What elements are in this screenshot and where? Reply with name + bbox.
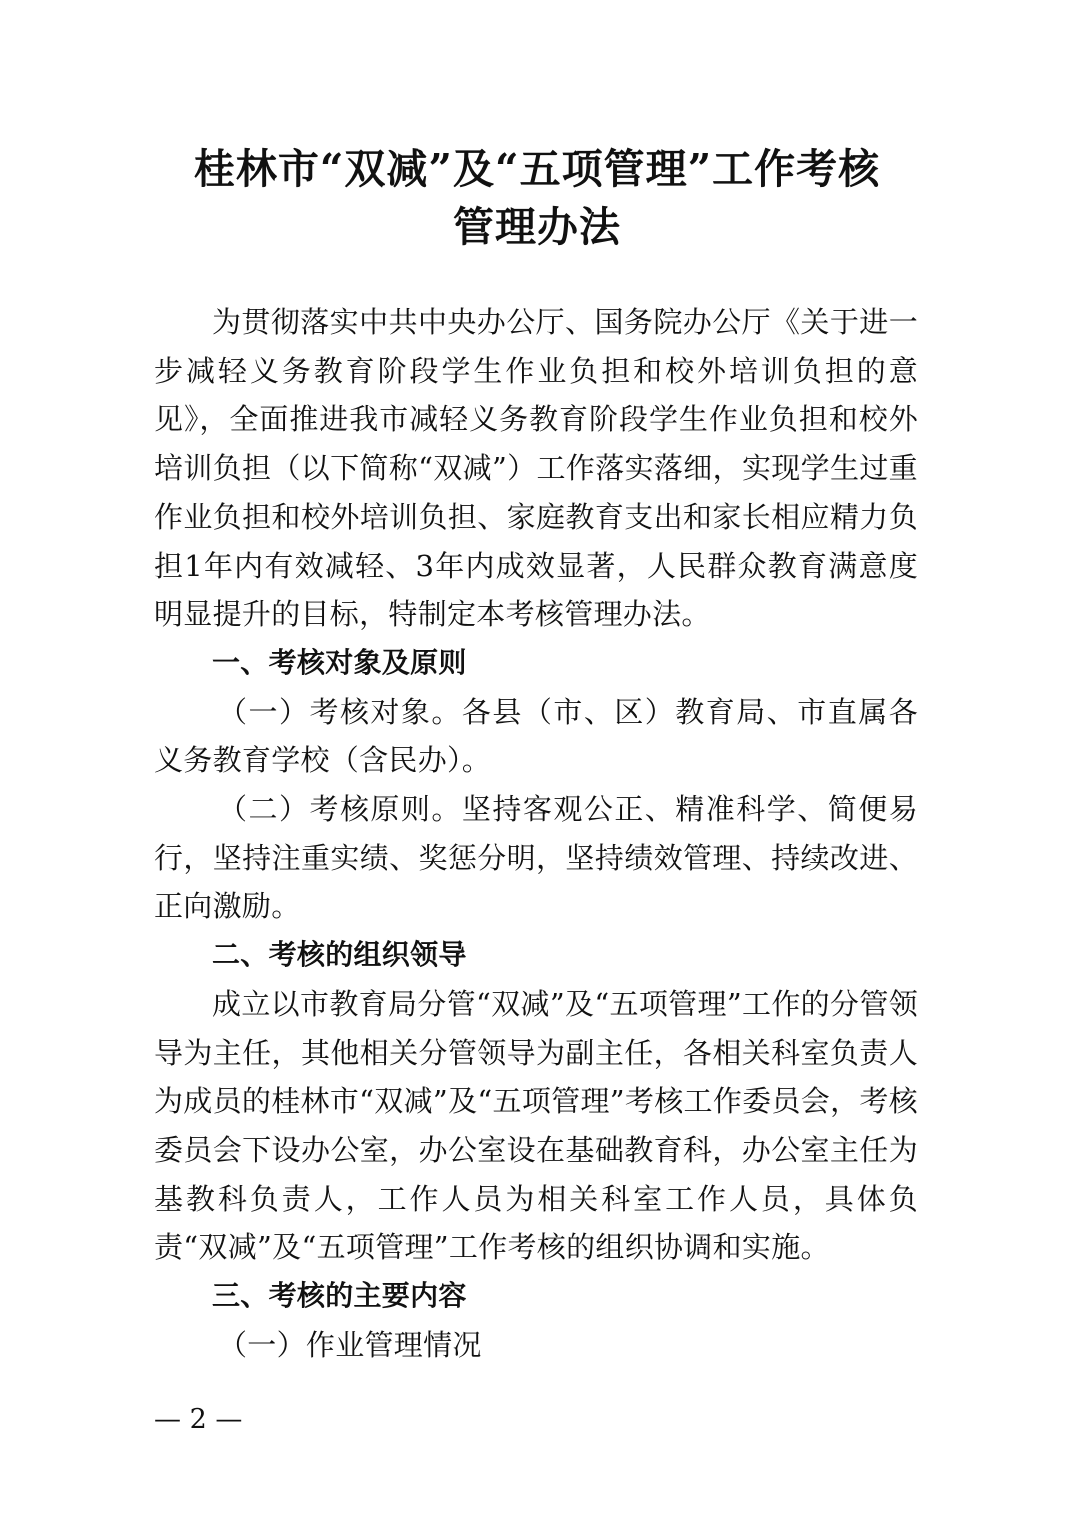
section-heading-1: 一、考核对象及原则 bbox=[212, 645, 467, 679]
subsection-paragraph: （二）考核原则。坚持客观公正、精准科学、简便易行，坚持注重实绩、奖惩分明，坚持绩效管理、持续改进、正向激励。 bbox=[154, 792, 918, 924]
intro-paragraph: 为贯彻落实中共中央办公厅、国务院办公厅《关于进一步减轻义务教育阶段学生作业负担和校外培训负担的意见》，全面推进我市减轻义务教育阶段学生作业负担和校外培训负担（以下简称“双减”）工作落实落细，实现学生过重作业负担和校外培训负担、家庭教育支出和家长相应精力负担1年内有效减轻、3年内成效显著，人民群众教育满意度明显提升的目标，特制定本考核管理办法。 bbox=[154, 305, 918, 632]
subsection-heading: （一）作业管理情况 bbox=[218, 1327, 482, 1362]
document-body bbox=[154, 298, 918, 1369]
section-heading-2: 二、考核的组织领导 bbox=[212, 938, 467, 972]
section-heading-3: 三、考核的主要内容 bbox=[212, 1279, 467, 1313]
body-paragraph: 成立以市教育局分管“双减”及“五项管理”工作的分管领导为主任，其他相关分管领导为副主任，各相关科室负责人为成员的桂林市“双减”及“五项管理”考核工作委员会，考核委员会下设办公室，办公室设在基础教育科，办公室主任为基教科负责人，工作人员为相关科室工作人员，具体负责“双减”及“五项管理”工作考核的组织协调和实施。 bbox=[154, 986, 918, 1265]
document-title-line1: 桂林市“双减”及“五项管理”工作考核 bbox=[193, 145, 881, 193]
page-number: — 2 — bbox=[154, 1404, 243, 1435]
subsection-paragraph: （一）考核对象。各县（市、区）教育局、市直属各义务教育学校（含民办）。 bbox=[154, 694, 918, 778]
document-title-line2: 管理办法 bbox=[453, 203, 621, 251]
